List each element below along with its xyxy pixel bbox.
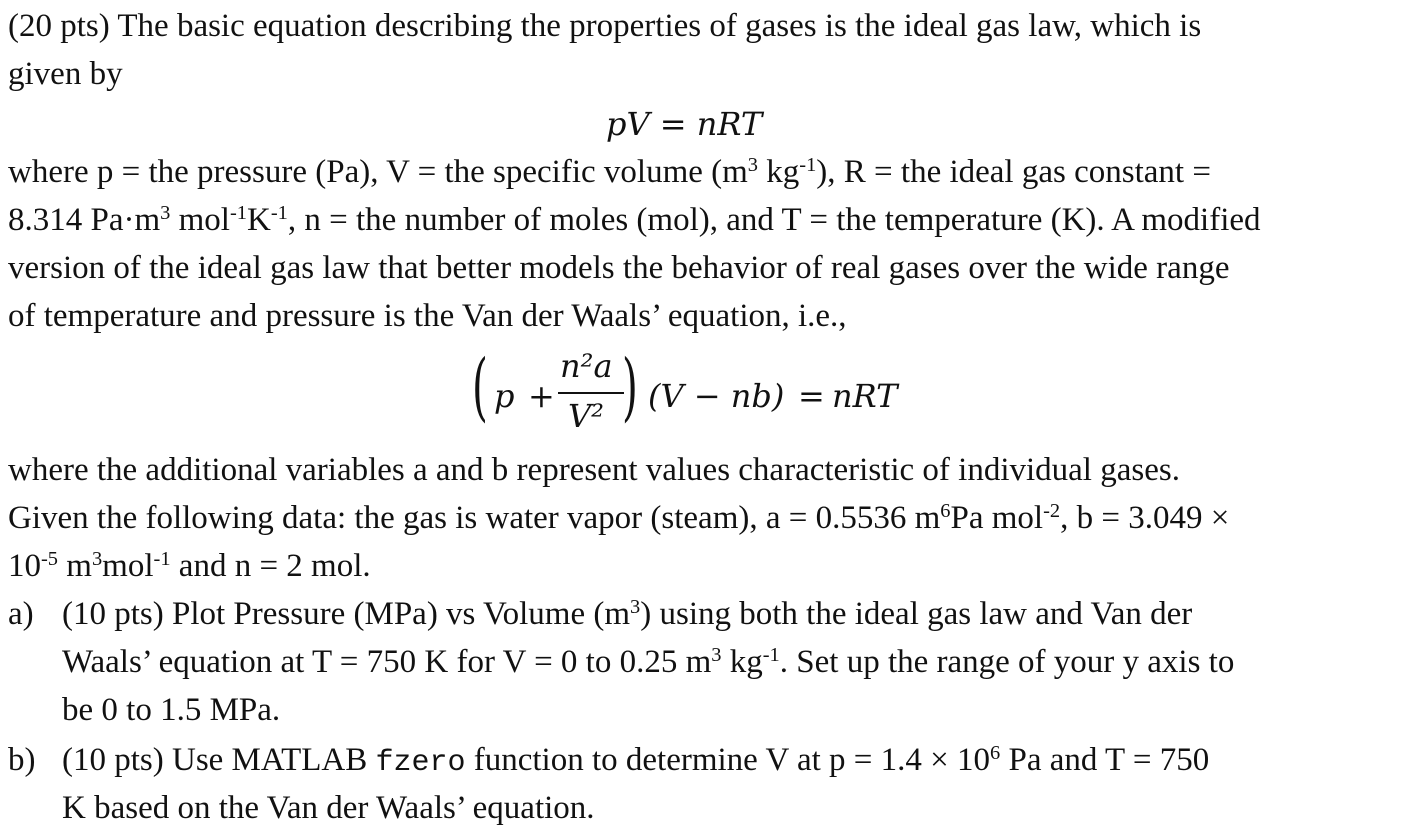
eq2-rhs: nRT <box>832 377 898 415</box>
part-b-label: b) <box>8 742 36 778</box>
defs-line-4: of temperature and pressure is the Van der Waals’ equation, i.e., <box>8 298 847 334</box>
eq2-p: p <box>494 377 515 415</box>
part-a-line-3: be 0 to 1.5 MPa. <box>62 692 281 728</box>
eq2-denominator: V² <box>568 397 604 435</box>
defs-line-2: 8.314 $Pa\cdot m^3$ $mol^{-1}K^{-1}$, n = the number of moles (mol), and T = the temperature (K). A modified <box>8 201 1261 238</box>
left-paren: ( <box>472 344 488 430</box>
data-line-3: $10^{-5}$ $m^3mol^{-1}$ and n = 2 mol. <box>8 547 371 584</box>
part-a-line-2: Waals’ equation at T = 750 K for V = 0 to 0.25 $m^3$ $kg^{-1}$. Set up the range of your y axis to <box>62 643 1235 680</box>
data-line-1: where the additional variables a and b represent values characteristic of individual gases. <box>8 452 1180 488</box>
eq1-rhs: nRT <box>696 105 763 143</box>
right-paren: ) <box>622 344 638 430</box>
ideal-gas-equation <box>606 104 762 144</box>
eq2-plus: + <box>528 377 555 415</box>
part-b-line-1: (10 pts) Use MATLAB fzero function to determine V at $p = 1.4 \times 10^6$ Pa and T = 750 <box>62 741 1210 780</box>
defs-line-1: where p = the pressure (Pa), V = the specific volume ($m^3$ $kg^{-1}$), R = the ideal gas constant = <box>8 153 1211 190</box>
eq1-equals: = <box>659 105 687 143</box>
intro-line-1: (20 pts) The basic equation describing the properties of gases is the ideal gas law, which is <box>8 8 1202 44</box>
part-b-line-2: K based on the Van der Waals’ equation. <box>62 790 595 826</box>
fzero-code: fzero <box>375 746 466 780</box>
part-a-label: a) <box>8 596 34 632</box>
part-a-line-1: (10 pts) Plot Pressure (MPa) vs Volume $(m^3)$ using both the ideal gas law and Van der <box>62 595 1193 632</box>
eq1-lhs: pV <box>606 105 650 143</box>
intro-line-2: given by <box>8 56 123 92</box>
eq2-numerator: n²a <box>560 347 613 385</box>
eq2-equals: = <box>798 377 825 415</box>
data-line-2: Given the following data: the gas is water vapor (steam), a = 0.5536 $m^6Pa$ mol$^{-2}$, b = 3.049 × <box>8 499 1230 536</box>
defs-line-3: version of the ideal gas law that better models the behavior of real gases over the wide range <box>8 250 1230 286</box>
eq2-factor: (V − nb) <box>648 377 785 415</box>
fraction-bar <box>558 392 624 394</box>
